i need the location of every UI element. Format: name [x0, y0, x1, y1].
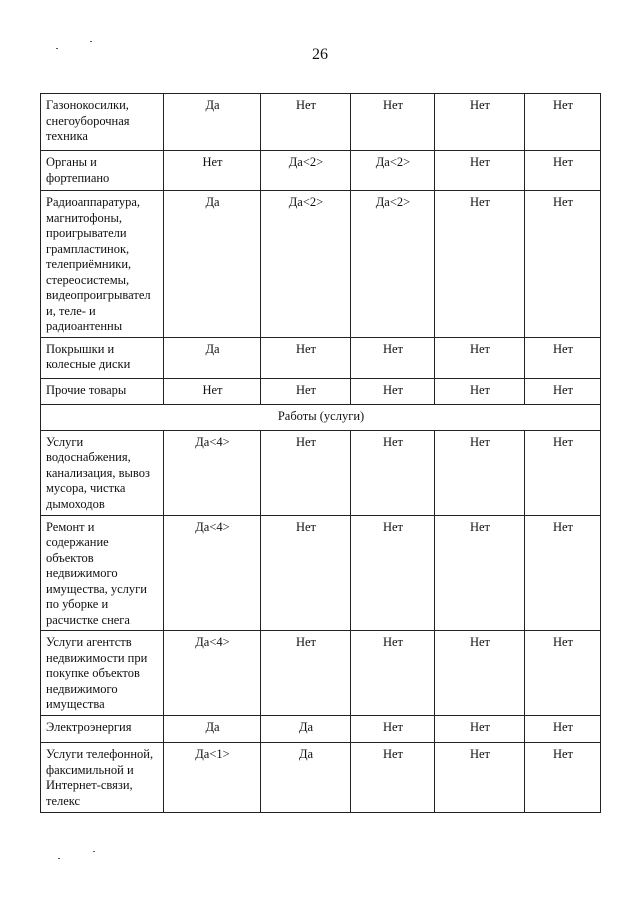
value-cell: Да	[261, 743, 351, 813]
value-cell: Нет	[261, 515, 351, 631]
value-cell: Нет	[261, 631, 351, 716]
value-cell: Да<4>	[164, 515, 261, 631]
value-cell: Да<1>	[164, 743, 261, 813]
row-name-cell: Органы и фортепиано	[41, 151, 164, 191]
value-cell: Нет	[261, 94, 351, 151]
value-cell: Да	[261, 716, 351, 743]
value-cell: Нет	[525, 151, 601, 191]
table-row	[41, 430, 601, 515]
row-name-cell: Электроэнергия	[41, 716, 164, 743]
table-row	[41, 716, 601, 743]
value-cell: Да<4>	[164, 631, 261, 716]
value-cell: Нет	[435, 151, 525, 191]
value-cell: Нет	[435, 631, 525, 716]
value-cell: Нет	[351, 716, 435, 743]
value-cell: Нет	[525, 191, 601, 338]
value-cell: Да<2>	[261, 191, 351, 338]
value-cell: Нет	[351, 631, 435, 716]
scan-speck	[90, 41, 92, 42]
value-cell: Нет	[525, 515, 601, 631]
row-name-cell: Прочие товары	[41, 378, 164, 404]
value-cell: Нет	[435, 716, 525, 743]
scan-speck	[58, 858, 60, 859]
value-cell: Да<2>	[351, 191, 435, 338]
value-cell: Нет	[525, 430, 601, 515]
value-cell: Нет	[435, 515, 525, 631]
value-cell: Да	[164, 716, 261, 743]
value-cell: Нет	[525, 378, 601, 404]
value-cell: Нет	[525, 337, 601, 378]
goods-services-table	[40, 93, 601, 813]
value-cell: Да<4>	[164, 430, 261, 515]
value-cell: Да	[164, 337, 261, 378]
value-cell: Нет	[435, 430, 525, 515]
scan-speck	[93, 851, 95, 852]
value-cell: Нет	[435, 337, 525, 378]
value-cell: Да<2>	[261, 151, 351, 191]
table-row	[41, 743, 601, 813]
value-cell: Нет	[351, 378, 435, 404]
table-row	[41, 151, 601, 191]
value-cell: Нет	[351, 743, 435, 813]
value-cell: Нет	[525, 94, 601, 151]
value-cell: Да	[164, 94, 261, 151]
row-name-cell: Услуги агентств недвижимости при покупке объектов недвижимого имущества	[41, 631, 164, 716]
table-row	[41, 631, 601, 716]
value-cell: Нет	[435, 378, 525, 404]
value-cell: Нет	[261, 378, 351, 404]
row-name-cell: Покрышки и колесные диски	[41, 337, 164, 378]
value-cell: Нет	[435, 94, 525, 151]
page-number: 26	[312, 46, 328, 63]
row-name-cell: Газонокосилки, снегоуборочная техника	[41, 94, 164, 151]
table-row	[41, 94, 601, 151]
section-header-row	[41, 404, 601, 430]
row-name-cell: Ремонт и содержание объектов недвижимого имущества, услуги по уборке и расчистке снега	[41, 515, 164, 631]
table-row	[41, 337, 601, 378]
value-cell: Нет	[164, 151, 261, 191]
value-cell: Нет	[351, 430, 435, 515]
value-cell: Нет	[351, 337, 435, 378]
row-name-cell: Услуги водоснабжения, канализация, вывоз мусора, чистка дымоходов	[41, 430, 164, 515]
value-cell: Нет	[164, 378, 261, 404]
table-row	[41, 191, 601, 338]
value-cell: Да	[164, 191, 261, 338]
value-cell: Нет	[435, 191, 525, 338]
row-name-cell: Радиоаппаратура, магнитофоны, проигрыватели грампластинок, телеприёмники, стереосистемы, видеопроигрывател и, теле- и радиоантенны	[41, 191, 164, 338]
value-cell: Нет	[435, 743, 525, 813]
value-cell: Нет	[261, 430, 351, 515]
table-row	[41, 515, 601, 631]
value-cell: Нет	[525, 631, 601, 716]
row-name-cell: Услуги телефонной, факсимильной и Интернет-связи, телекс	[41, 743, 164, 813]
value-cell: Нет	[525, 743, 601, 813]
value-cell: Да<2>	[351, 151, 435, 191]
value-cell: Нет	[261, 337, 351, 378]
value-cell: Нет	[351, 515, 435, 631]
value-cell: Нет	[525, 716, 601, 743]
section-title: Работы (услуги)	[41, 404, 601, 430]
value-cell: Нет	[351, 94, 435, 151]
table-row	[41, 378, 601, 404]
